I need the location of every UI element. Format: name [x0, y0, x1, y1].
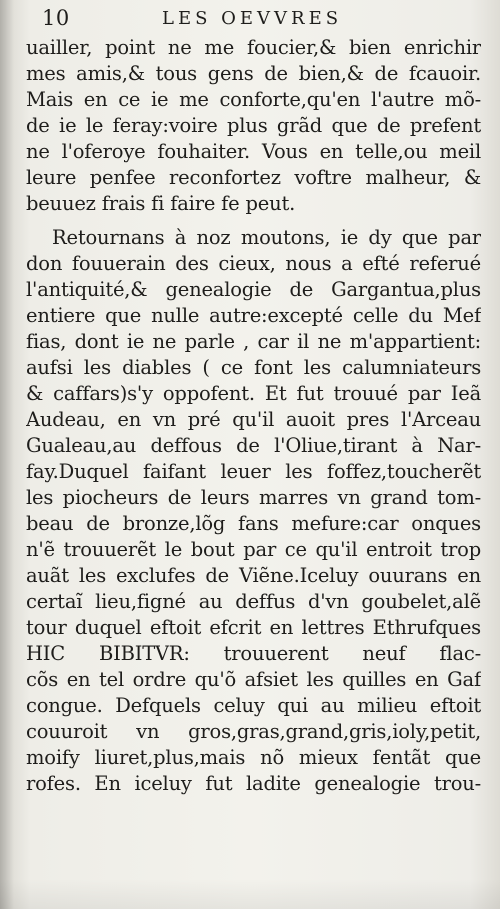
- text-line: & caffars)s'y oppofent. Et fut trouué par Ieã: [26, 382, 481, 405]
- page-header: [42, 6, 482, 32]
- text-line: fias, dont ie ne parle , car il ne m'appartient:: [26, 330, 481, 353]
- text-line: Audeau, en vn pré qu'il auoit pres l'Arceau: [26, 408, 481, 431]
- text-line: mes amis,& tous gens de bien,& de fcauoir.: [26, 62, 481, 85]
- text-line: Mais en ce ie me conforte,qu'en l'autre mõ-: [26, 88, 481, 111]
- text-line: aufsi les diables ( ce font les calumniateurs: [26, 356, 481, 379]
- text-line: les piocheurs de leurs marres vn grand tom-: [26, 486, 481, 509]
- text-line: don fouuerain des cieux, nous a efté referué: [26, 252, 481, 275]
- text-line: beau de bronze,lõg fans mefure:car onques: [26, 512, 481, 535]
- text-line: fay.Duquel faifant leuer les foffez,toucherẽt: [26, 460, 481, 483]
- paragraph-gap: [26, 217, 481, 225]
- text-line: de ie le feray:voire plus grãd que de prefent: [26, 114, 481, 137]
- text-line: tour duquel eftoit efcrit en lettres Ethrufques: [26, 616, 481, 639]
- text-line: n'ẽ trouuerẽt le bout par ce qu'il entroit trop: [26, 538, 481, 561]
- text-line: uailler, point ne me foucier,& bien enrichir: [26, 36, 481, 59]
- text-line: Retournans à noz moutons, ie dy que par: [52, 226, 481, 249]
- gutter-shadow: [0, 0, 14, 909]
- running-head: LES OEVVRES: [162, 8, 343, 29]
- text-line: couuroit vn gros,gras,grand,gris,ioly,petit,: [26, 720, 481, 743]
- text-line: cõs en tel ordre qu'õ afsiet les quilles en Gaf: [26, 668, 481, 691]
- text-line: beuuez frais fi faire fe peut.: [26, 192, 296, 215]
- page-bottom-edge: [0, 879, 500, 909]
- text-line: congue. Defquels celuy qui au milieu eftoit: [26, 694, 481, 717]
- page-number: 10: [42, 6, 70, 30]
- text-line: moify liuret,plus,mais nõ mieux fentãt que: [26, 746, 481, 769]
- text-line: l'antiquité,& genealogie de Gargantua,plus: [26, 278, 481, 301]
- text-line: ne l'oferoye fouhaiter. Vous en telle,ou meil: [26, 140, 481, 163]
- text-line: entiere que nulle autre:excepté celle du Mef: [26, 304, 481, 327]
- text-line: HIC BIBITVR: trouuerent neuf flac-: [26, 642, 481, 665]
- text-line: rofes. En iceluy fut ladite genealogie trou-: [26, 772, 481, 795]
- text-line: certaĩ lieu,figné au deffus d'vn goubelet,alẽ: [26, 590, 481, 613]
- text-line: auãt les exclufes de Viẽne.Iceluy ouurans en: [26, 564, 481, 587]
- text-block: [26, 35, 481, 797]
- text-line: leure penfee reconfortez voftre malheur, &: [26, 166, 481, 189]
- text-line: Gualeau,au deffous de l'Oliue,tirant à Nar-: [26, 434, 481, 457]
